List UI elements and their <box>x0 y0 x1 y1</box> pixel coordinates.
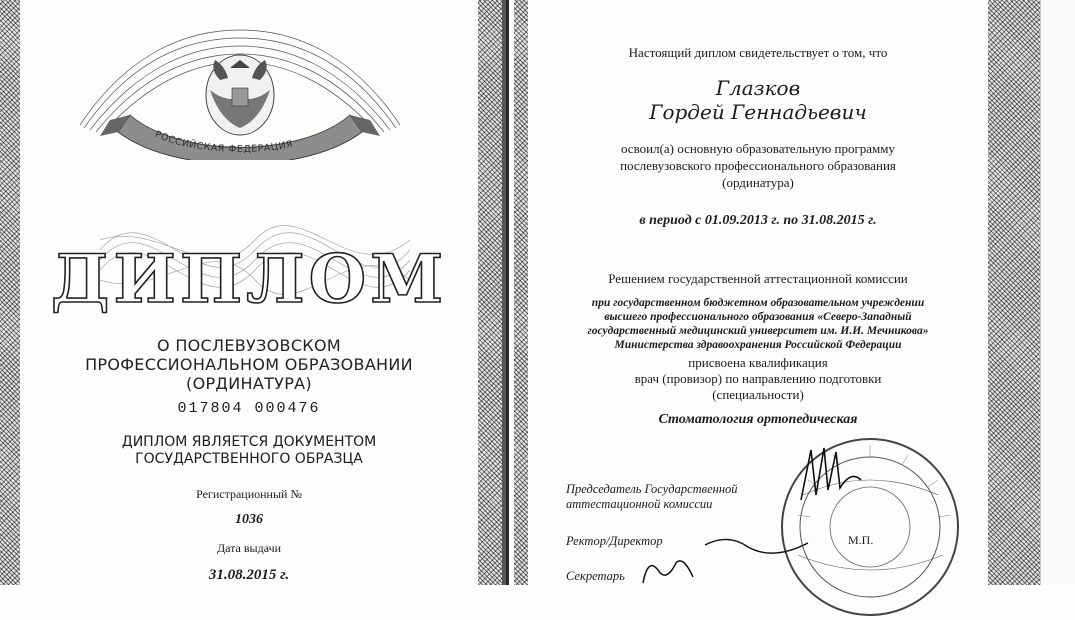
program-line-2: послевузовского профессионального образования <box>620 158 896 173</box>
registration-number: 1036 <box>235 512 263 527</box>
book-spine <box>506 0 509 585</box>
seal-place-label: М.П. <box>848 533 874 547</box>
decorative-border-right <box>988 0 1040 585</box>
rector-signature <box>703 525 813 565</box>
institution-line-2: высшего профессионального образования «Северо-Западный <box>604 311 912 323</box>
decorative-border-center-left <box>478 0 502 585</box>
state-document-line-1: ДИПЛОМ ЯВЛЯЕТСЯ ДОКУМЕНТОМ <box>121 434 377 450</box>
study-period: в период с 01.09.2013 г. по 31.08.2015 г. <box>639 213 877 228</box>
decorative-border-left <box>0 0 20 585</box>
secretary-signature <box>638 555 698 585</box>
double-headed-eagle-icon <box>206 55 274 135</box>
qualification-line-2: врач (провизор) по направлению подготовки <box>634 371 882 386</box>
institution-line-4: Министерства здравоохранения Российской Федерации <box>614 339 902 351</box>
program-line-3: (ординатура) <box>722 175 794 190</box>
serial-number: 017804 000476 <box>177 400 321 417</box>
decorative-border-center-right <box>514 0 528 585</box>
qualification-line-1: присвоена квалификация <box>688 355 828 370</box>
subtitle-line-3: (ОРДИНАТУРА) <box>186 374 312 393</box>
chairman-label-line-1: Председатель Государственной <box>566 482 738 496</box>
institution-line-1: при государственном бюджетном образовательном учреждении <box>591 297 925 309</box>
graduate-surname: Глазков <box>715 76 801 100</box>
issue-date-label: Дата выдачи <box>216 541 282 555</box>
emblem-ribbon-text: РОССИЙСКАЯ ФЕДЕРАЦИЯ <box>153 128 295 156</box>
issue-date: 31.08.2015 г. <box>208 567 290 583</box>
diploma-right-page <box>528 0 988 585</box>
subtitle-line-2: ПРОФЕССИОНАЛЬНОМ ОБРАЗОВАНИИ <box>85 355 413 374</box>
intro-text: Настоящий диплом свидетельствует о том, что <box>628 45 888 60</box>
secretary-label: Секретарь <box>566 569 625 583</box>
scan-margin <box>1040 0 1075 585</box>
chairman-label-line-2: аттестационной комиссии <box>566 497 713 511</box>
subtitle-line-1: О ПОСЛЕВУЗОВСКОМ <box>157 336 341 355</box>
rector-label: Ректор/Директор <box>566 534 663 548</box>
state-emblem-ribbon <box>70 10 410 160</box>
chairman-signature <box>796 440 866 510</box>
commission-text: Решением государственной аттестационной комиссии <box>608 271 908 286</box>
specialty: Стоматология ортопедическая <box>658 412 858 427</box>
diploma-left-page <box>20 0 478 585</box>
qualification-line-3: (специальности) <box>712 387 804 402</box>
registration-label: Регистрационный № <box>196 487 302 501</box>
institution-line-3: государственный медицинский университет им. И.И. Мечникова» <box>587 325 929 337</box>
program-line-1: освоил(а) основную образовательную программу <box>620 141 895 156</box>
graduate-given-names: Гордей Геннадьевич <box>649 100 867 124</box>
diploma-title: ДИПЛОМ <box>50 240 448 318</box>
state-document-line-2: ГОСУДАРСТВЕННОГО ОБРАЗЦА <box>135 451 363 467</box>
